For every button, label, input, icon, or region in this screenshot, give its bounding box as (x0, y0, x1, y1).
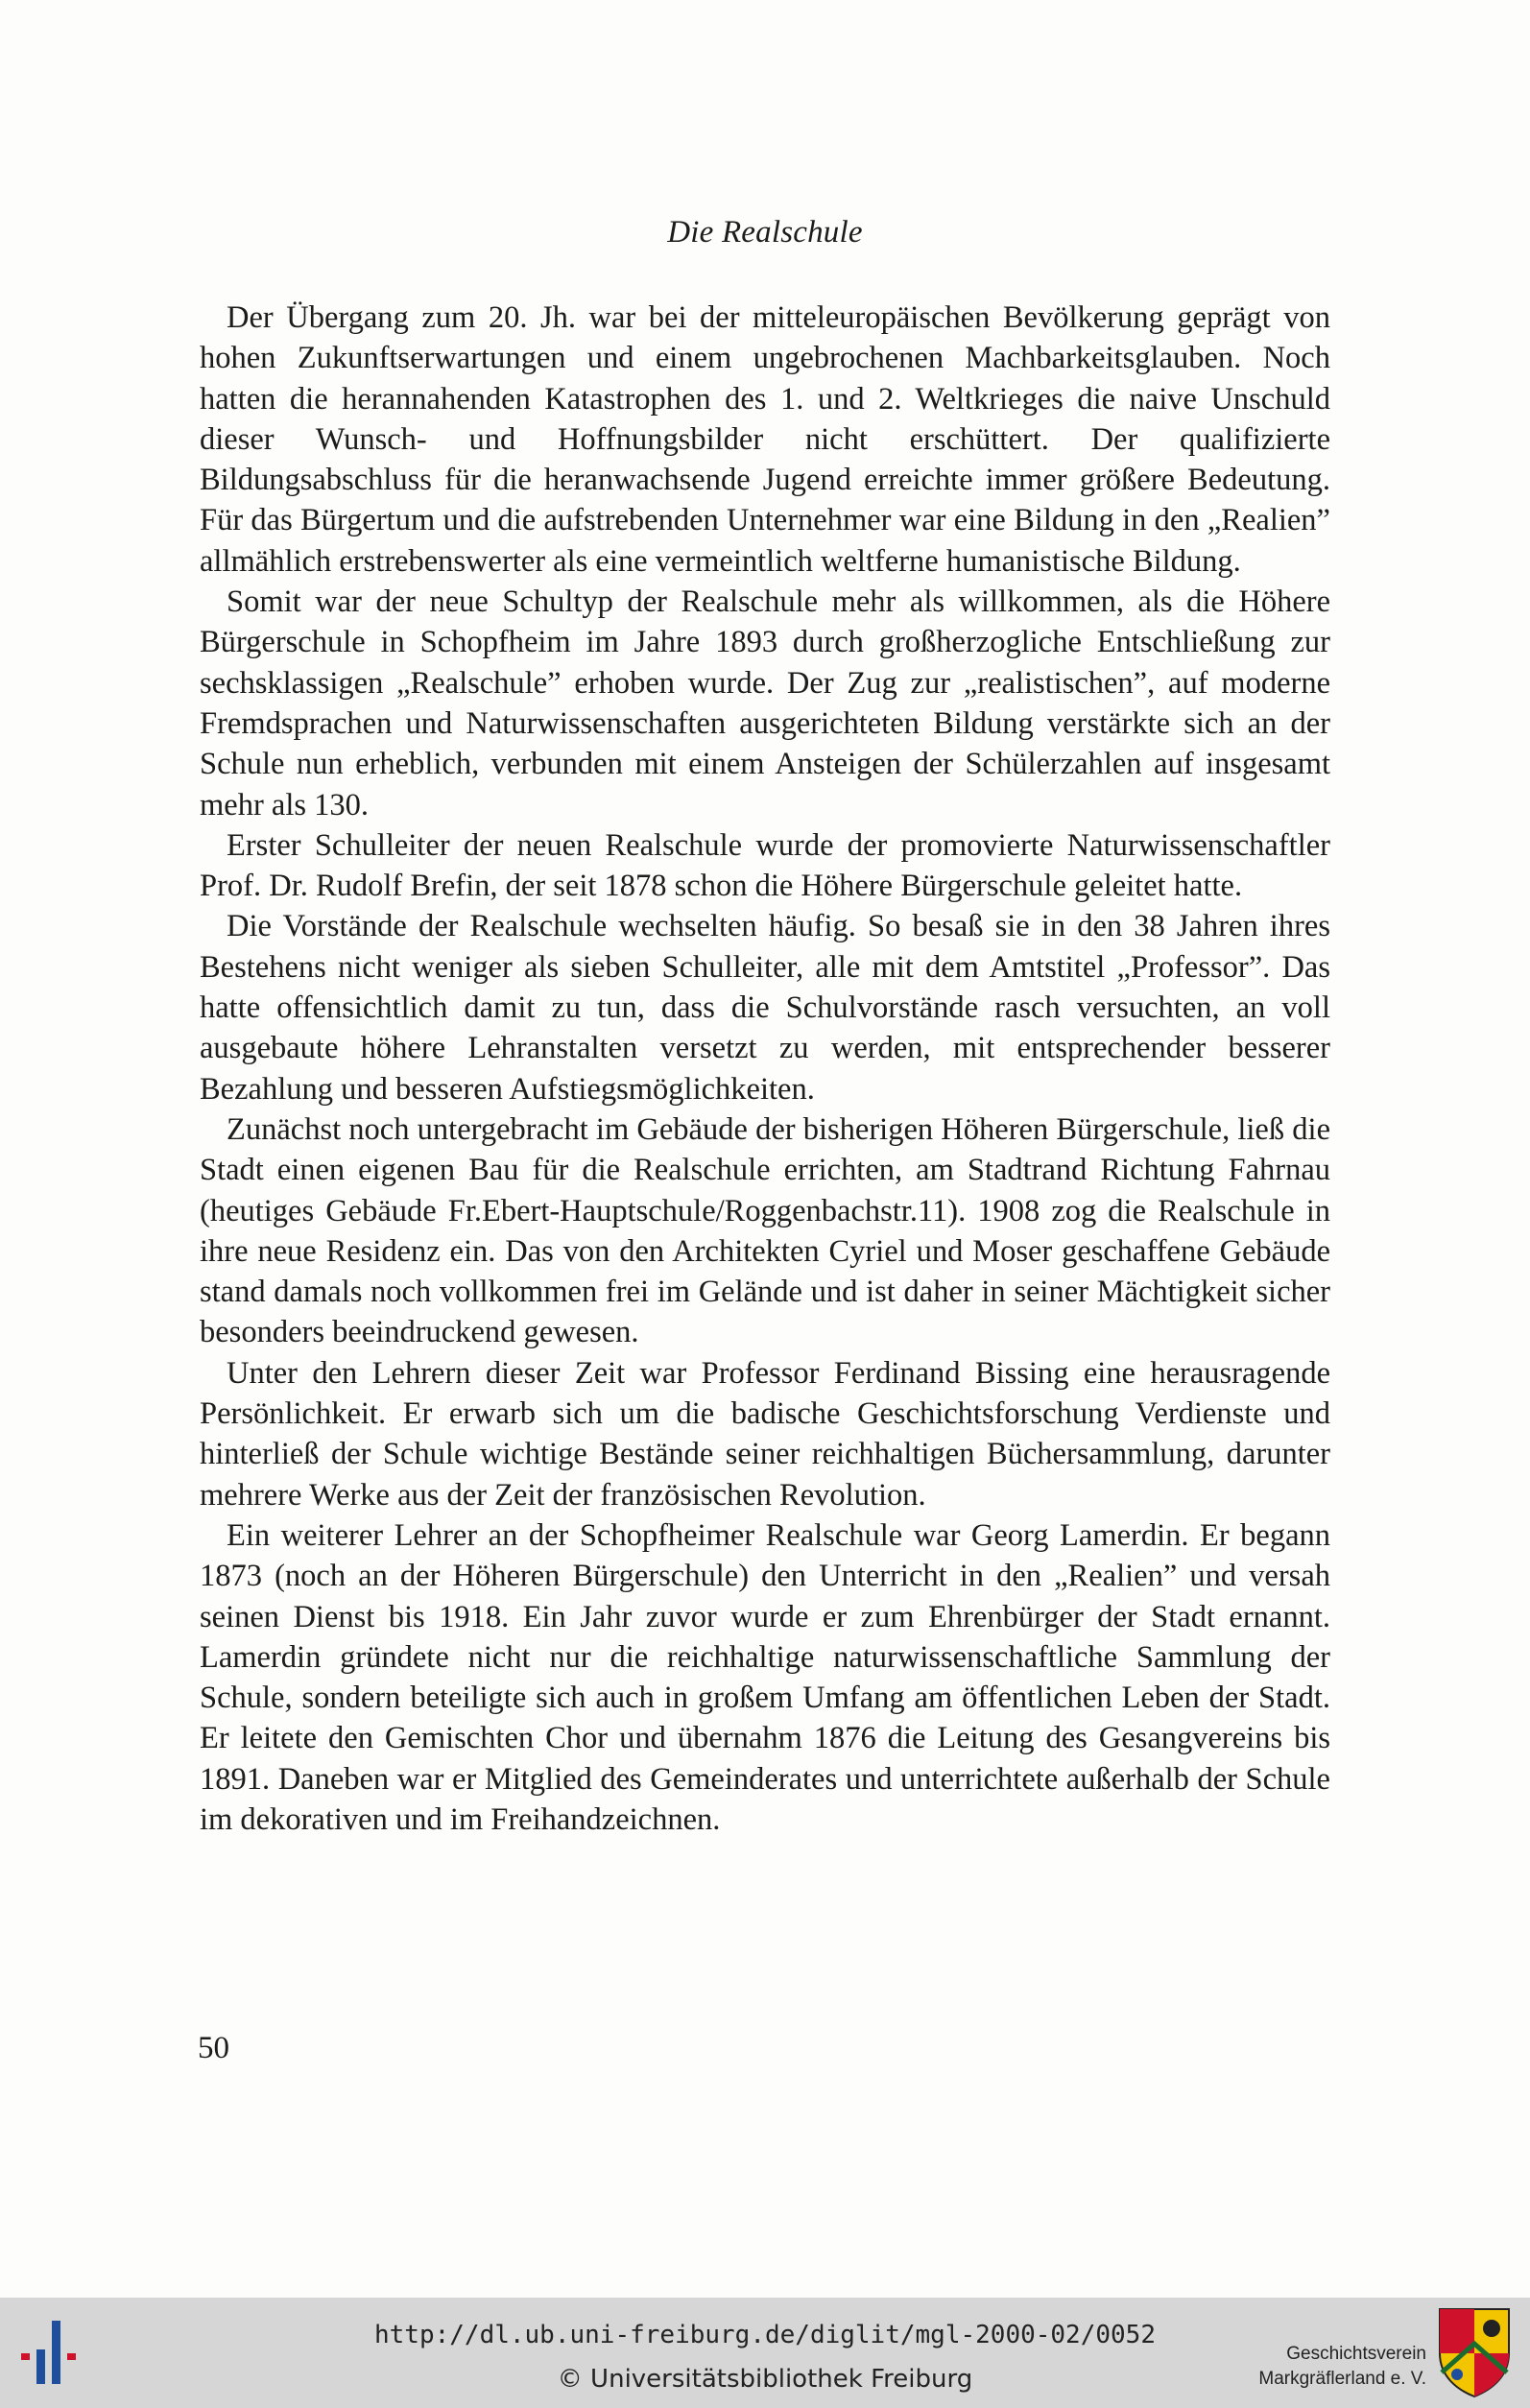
running-head: Die Realschule (667, 215, 863, 250)
paragraph: Unter den Lehrern dieser Zeit war Professor Ferdinand Bissing eine herausragende Persönlichkeit. Er erwarb sich um die badische Geschichtsforschung Verdienste und hinterließ der Schule wichtige Bestände seiner reichhaltigen Büchersammlung, darunter mehrere Werke aus der Zeit der französischen Revolution. (200, 1355, 1330, 1513)
paragraph: Erster Schulleiter der neuen Realschule wurde der promovierte Naturwissenschaftler Prof. Dr. Rudolf Brefin, der seit 1878 schon die Höhere Bürgerschule geleitet hatte. (200, 827, 1330, 904)
body-text (200, 298, 1330, 1840)
paragraph: Der Übergang zum 20. Jh. war bei der mitteleuropäischen Bevölkerung geprägt von hohen Zukunftserwartungen und einem ungebrochenen Machbarkeitsglauben. Noch hatten die herannahenden Katastrophen des 1. und 2. Weltkrieges die naive Unschuld dieser Wunsch- und Hoffnungsbilder nicht erschüttert. Der qualifizierte Bildungsabschluss für die heranwachsende Jugend erreichte immer größere Bedeutung. Für das Bürgertum und die aufstrebenden Unternehmer war eine Bildung in den „Realien” allmählich erstrebenswerter als eine vermeintlich weltferne humanistische Bildung. (200, 300, 1330, 579)
paragraph: Somit war der neue Schultyp der Realschule mehr als willkommen, als die Höhere Bürgerschule in Schopfheim im Jahre 1893 durch großherzogliche Entschließung zur sechsklassigen „Realschule” erhoben wurde. Der Zug zur „realistischen”, auf moderne Fremdsprachen und Naturwissenschaften ausgerichteten Bildung verstärkte sich an der Schule nun erheblich, verbunden mit einem Ansteigen der Schülerzahlen auf insgesamt mehr als 130. (200, 584, 1330, 823)
permalink-link[interactable]: http://dl.ub.uni-freiburg.de/diglit/mgl-2000-02/0052 (374, 2321, 1156, 2349)
footer-bar (0, 2298, 1530, 2408)
paragraph: Ein weiterer Lehrer an der Schopfheimer Realschule war Georg Lamerdin. Er begann 1873 (noch an der Höheren Bürgerschule) den Unterricht in den „Realien” und versah seinen Dienst bis 1918. Ein Jahr zuvor wurde er zum Ehrenbürger der Stadt ernannt. Lamerdin gründete nicht nur die reichhaltige naturwissenschaftliche Sammlung der Schule, sondern beteiligte sich auch in großem Umfang am öffentlichen Leben der Stadt. Er leitete den Gemischten Chor und übernahm 1876 die Leitung des Gesangvereins bis 1891. Daneben war er Mitglied des Gemeinderates und unterrichtete außerhalb der Schule im dekorativen und im Freihandzeichnen. (200, 1517, 1330, 1837)
paragraph: Zunächst noch untergebracht im Gebäude der bisherigen Höheren Bürgerschule, ließ die Stadt einen eigenen Bau für die Realschule errichten, am Stadtrand Richtung Fahrnau (heutiges Gebäude Fr.Ebert-Hauptschule/Roggenbachstr.11). 1908 zog die Realschule in ihre neue Residenz ein. Das von den Architekten Cyriel und Moser geschaffene Gebäude stand damals noch vollkommen frei im Gelände und ist daher in seiner Mächtigkeit sicher besonders beeindruckend gewesen. (200, 1111, 1330, 1350)
paragraph: Die Vorstände der Realschule wechselten häufig. So besaß sie in den 38 Jahren ihres Bestehens nicht weniger als sieben Schulleiter, alle mit dem Amtstitel „Professor”. Das hatte offensichtlich damit zu tun, dass die Schulvorstände rasch versuchten, an voll ausgebaute höhere Lehranstalten versetzt zu werden, mit entsprechender besserer Bezahlung und besseren Aufstiegsmöglichkeiten. (200, 909, 1330, 1107)
society-name-line: Geschichtsverein (1286, 2344, 1426, 2364)
society-name (1258, 2342, 1426, 2392)
coat-of-arms-icon (1436, 2305, 1513, 2399)
copyright-notice: © Universitätsbibliothek Freiburg (557, 2365, 973, 2394)
page-number: 50 (198, 2031, 229, 2065)
society-name-line: Markgräflerland e. V. (1258, 2369, 1426, 2389)
